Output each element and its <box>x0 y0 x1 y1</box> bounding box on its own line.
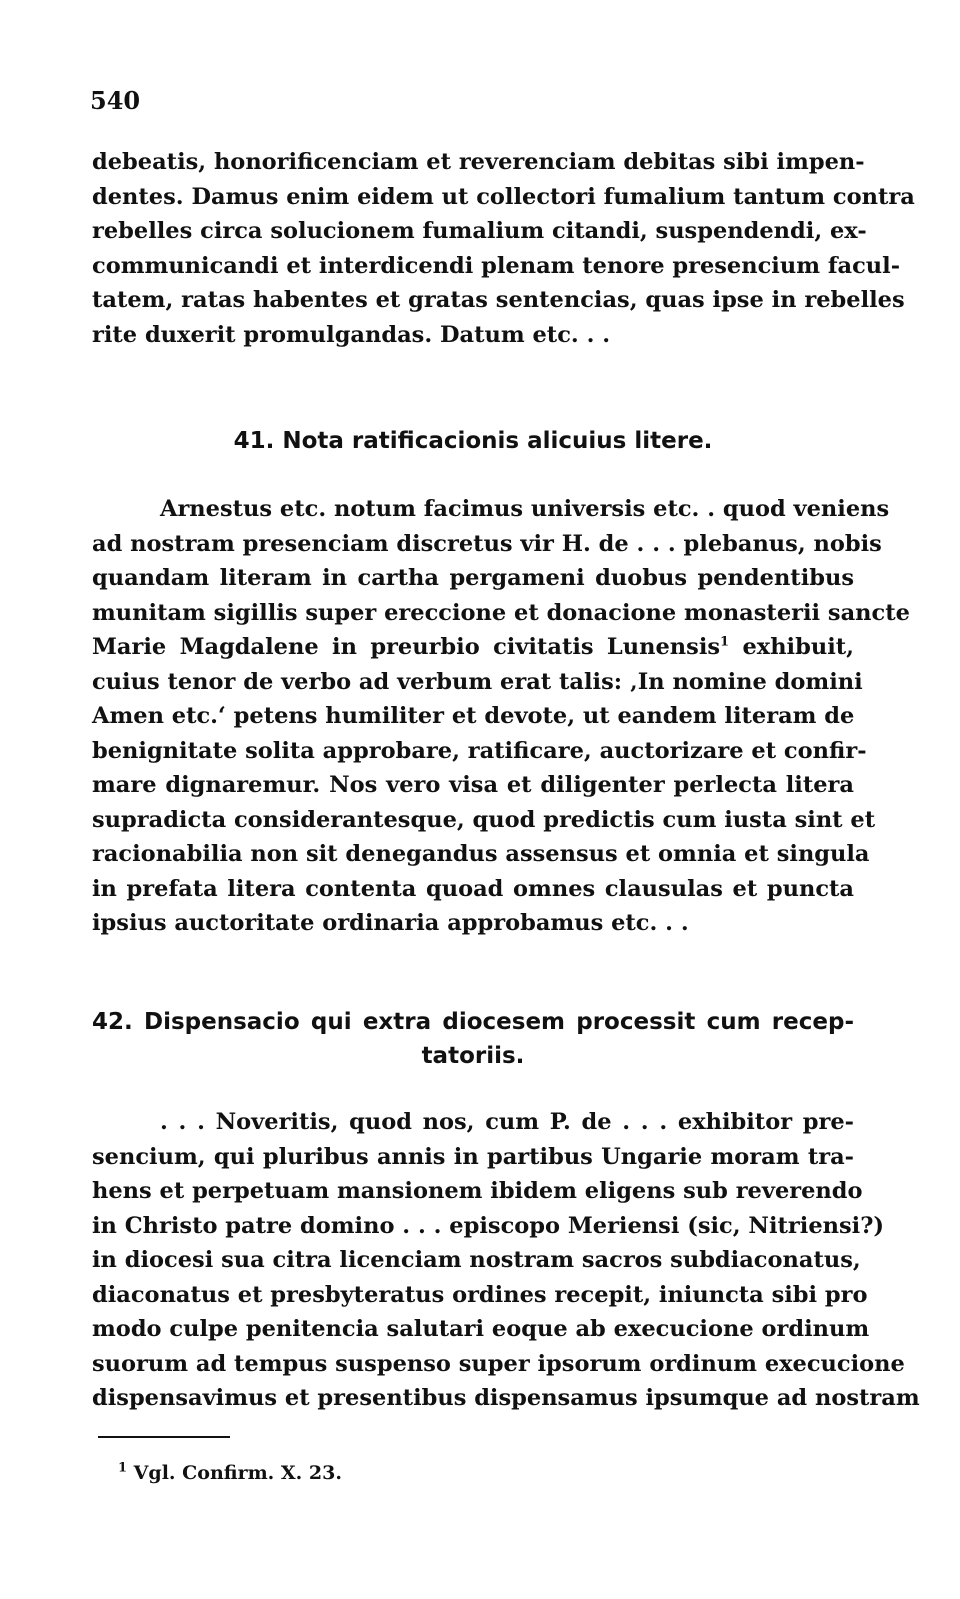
heading-text-continued: tatoriis. <box>421 1043 525 1069</box>
footnote <box>118 1462 342 1484</box>
text-line: racionabilia non sit denegandus assensus et omnia et singula <box>92 841 870 867</box>
text-line: in diocesi sua citra licenciam nostram sacros subdiaconatus, <box>92 1247 861 1273</box>
text-line: munitam sigillis super ereccione et donacione monasterii sancte <box>92 599 910 626</box>
text-line: rebelles circa solucionem fumalium citandi, suspendendi, ex- <box>92 218 867 244</box>
text-line: . . . Noveritis, quod nos, cum P. de . . . exhibitor pre- <box>160 1109 854 1135</box>
line-start: Marie Magdalene in preurbio civitatis Lunensis <box>92 634 721 660</box>
text-line: cuius tenor de verbo ad verbum erat talis: ‚In nomine domini <box>92 668 863 695</box>
section-40-continuation <box>92 145 915 352</box>
section-41-body <box>92 492 910 941</box>
text-line: hens et perpetuam mansionem ibidem eligens sub reverendo <box>92 1178 863 1204</box>
text-line-with-footnote <box>92 630 854 665</box>
text-line: supradicta considerantesque, quod predictis cum iusta sint et <box>92 806 876 833</box>
text-line: ad nostram presenciam discretus vir H. de . . . plebanus, nobis <box>92 530 882 557</box>
footnote-text: Vgl. Confirm. X. 23. <box>133 1462 342 1484</box>
text-line: Arnestus etc. notum facimus universis etc. . quod veniens <box>160 496 890 522</box>
text-line: quandam literam in cartha pergameni duobus pendentibus <box>92 565 854 591</box>
heading-text: 41. Nota ratificacionis alicuius litere. <box>233 428 713 454</box>
text-line: diaconatus et presbyteratus ordines recepit, iniuncta sibi pro <box>92 1281 868 1308</box>
text-line: benignitate solita approbare, ratificare, auctorizare et confir- <box>92 737 867 764</box>
text-line: modo culpe penitencia salutari eoque ab execucione ordinum <box>92 1316 870 1342</box>
text-line: mare dignaremur. Nos vero visa et diligenter perlecta litera <box>92 772 854 798</box>
section-41-heading <box>92 424 854 458</box>
text-line: in Christo patre domino . . . episcopo Meriensi (sic, Nitriensi?) <box>92 1212 885 1239</box>
text-line: ipsius auctoritate ordinaria approbamus etc. . . <box>92 910 689 936</box>
heading-text: 42. Dispensacio qui extra diocesem processit cum recep- <box>92 1009 854 1035</box>
text-line: communicandi et interdicendi plenam tenore presencium facul- <box>92 252 901 279</box>
footnote-divider <box>98 1436 230 1438</box>
text-line: suorum ad tempus suspenso super ipsorum ordinum execucione <box>92 1350 905 1377</box>
text-line: Amen etc.‘ petens humiliter et devote, ut eandem literam de <box>92 703 855 729</box>
line-end: exhibuit, <box>742 634 854 660</box>
text-line: debeatis, honorificenciam et reverenciam debitas sibi impen- <box>92 149 865 175</box>
section-42-heading <box>92 1005 854 1073</box>
section-42-body <box>92 1105 920 1416</box>
text-line: in prefata litera contenta quoad omnes clausulas et puncta <box>92 875 854 902</box>
text-line: dentes. Damus enim eidem ut collectori fumalium tantum contra <box>92 183 915 210</box>
text-line: rite duxerit promulgandas. Datum etc. . . <box>92 321 611 348</box>
text-line: sencium, qui pluribus annis in partibus Ungarie moram tra- <box>92 1143 854 1170</box>
footnote-mark: 1 <box>720 634 730 650</box>
footnote-number: 1 <box>118 1460 128 1476</box>
text-line: tatem, ratas habentes et gratas sentencias, quas ipse in rebelles <box>92 287 905 313</box>
page-number: 540 <box>90 86 141 115</box>
text-line: dispensavimus et presentibus dispensamus ipsumque ad nostram <box>92 1385 920 1411</box>
